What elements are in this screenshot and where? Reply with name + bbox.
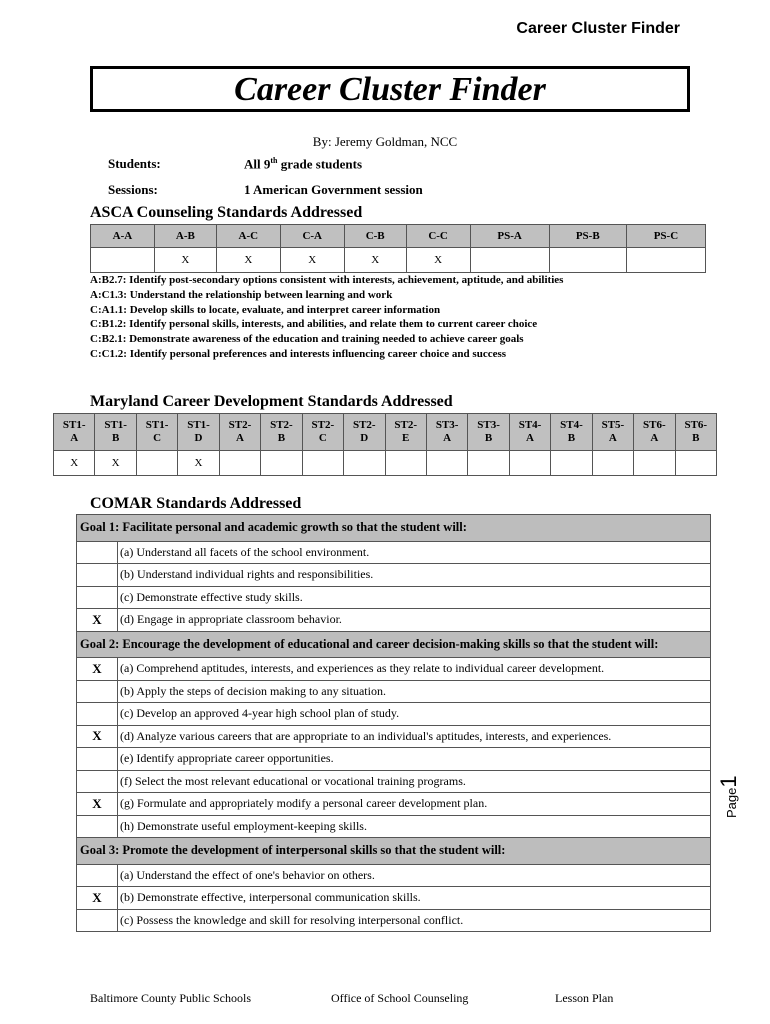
comar-item-text: (c) Demonstrate effective study skills. [118, 586, 711, 609]
maryland-mark-cell [261, 451, 302, 476]
comar-mark-cell: X [77, 725, 118, 748]
comar-item-text: (c) Develop an approved 4-year high school plan of study. [118, 703, 711, 726]
maryland-header-line2: B [692, 432, 700, 444]
comar-row [77, 586, 711, 609]
maryland-header-line2: B [567, 432, 576, 444]
comar-title: COMAR Standards Addressed [90, 495, 302, 512]
asca-header-cell: C-B [344, 225, 406, 248]
maryland-mark-cell [634, 451, 675, 476]
asca-mark-cell: X [154, 248, 216, 273]
asca-title: ASCA Counseling Standards Addressed [90, 204, 363, 221]
maryland-header-line2: A [443, 432, 452, 444]
comar-row [77, 564, 711, 587]
comar-row [77, 703, 711, 726]
maryland-header-cell [54, 414, 95, 451]
maryland-header-cell [136, 414, 177, 451]
comar-mark-cell [77, 864, 118, 887]
asca-header-cell: PS-B [549, 225, 626, 248]
comar-mark-cell [77, 703, 118, 726]
asca-header-cell: PS-A [470, 225, 549, 248]
maryland-header-line2: B [484, 432, 493, 444]
maryland-header-line1: ST4- [560, 419, 583, 431]
asca-standard-item: C:C1.2: Identify personal preferences and interests influencing career choice and success [90, 347, 507, 360]
maryland-header-line1: ST2- [228, 419, 252, 431]
maryland-mark-cell [426, 451, 467, 476]
maryland-mark-cell: X [95, 451, 136, 476]
maryland-header-line1: ST1- [104, 419, 127, 431]
maryland-header-line2: C [153, 432, 162, 444]
maryland-header-line1: ST1- [145, 419, 169, 431]
maryland-mark-cell [675, 451, 716, 476]
comar-goal-heading: Goal 1: Facilitate personal and academic growth so that the student will: [77, 515, 711, 542]
comar-mark-cell [77, 564, 118, 587]
maryland-header-line1: ST3- [477, 419, 500, 431]
maryland-header-line2: D [360, 432, 369, 444]
comar-mark-cell: X [77, 793, 118, 816]
asca-standard-item: C:B1.2: Identify personal skills, interests, and abilities, and relate them to current career choice [90, 318, 538, 331]
asca-mark-cell [470, 248, 549, 273]
asca-mark-cell [91, 248, 155, 273]
comar-item-text: (d) Engage in appropriate classroom behavior. [118, 609, 711, 632]
comar-row [77, 793, 711, 816]
asca-mark-cell: X [344, 248, 406, 273]
comar-row [77, 770, 711, 793]
maryland-header-line1: ST2- [394, 419, 418, 431]
comar-goal-heading: Goal 2: Encourage the development of educational and career decision-making skills so that the student will: [77, 631, 711, 658]
comar-item-text: (b) Apply the steps of decision making to any situation. [118, 680, 711, 703]
comar-item-text: (e) Identify appropriate career opportunities. [118, 748, 711, 771]
footer-left: Baltimore County Public Schools [90, 991, 251, 1005]
students-label: Students: [108, 156, 161, 171]
maryland-header-line1: ST2- [352, 419, 376, 431]
maryland-title: Maryland Career Development Standards Addressed [90, 393, 453, 410]
maryland-header-cell [178, 414, 219, 451]
comar-mark-cell [77, 680, 118, 703]
maryland-mark-cell [592, 451, 633, 476]
maryland-header-cell [426, 414, 467, 451]
comar-mark-cell [77, 748, 118, 771]
asca-mark-cell: X [406, 248, 470, 273]
comar-row [77, 609, 711, 632]
maryland-header-line2: B [111, 432, 120, 444]
maryland-header-line1: ST5- [601, 419, 625, 431]
maryland-header-line2: C [318, 432, 327, 444]
students-value: All 9th grade students [244, 156, 363, 172]
maryland-header-line2: E [402, 432, 410, 444]
maryland-header-cell [344, 414, 385, 451]
comar-item-text: (b) Understand individual rights and responsibilities. [118, 564, 711, 587]
asca-mark-cell: X [280, 248, 344, 273]
comar-item-text: (f) Select the most relevant educational or vocational training programs. [118, 770, 711, 793]
asca-header-cell: A-B [154, 225, 216, 248]
comar-row [77, 658, 711, 681]
comar-row [77, 541, 711, 564]
comar-mark-cell [77, 770, 118, 793]
maryland-header-cell [219, 414, 260, 451]
comar-item-text: (a) Understand the effect of one's behavior on others. [118, 864, 711, 887]
maryland-mark-cell [136, 451, 177, 476]
asca-mark-cell [626, 248, 705, 273]
asca-header-cell: A-C [216, 225, 280, 248]
maryland-header-cell [592, 414, 633, 451]
comar-mark-cell [77, 909, 118, 932]
footer-right: Lesson Plan [555, 991, 614, 1005]
asca-standard-item: A:B2.7: Identify post-secondary options consistent with interests, achievement, aptitude, and abilities [90, 274, 564, 286]
maryland-mark-cell: X [178, 451, 219, 476]
comar-table [76, 514, 711, 932]
comar-item-text: (c) Possess the knowledge and skill for resolving interpersonal conflict. [118, 909, 711, 932]
maryland-header-line2: A [70, 432, 79, 444]
asca-standard-item: C:B2.1: Demonstrate awareness of the education and training needed to achieve career goals [90, 333, 524, 346]
maryland-header-line2: D [194, 432, 203, 444]
asca-mark-cell [549, 248, 626, 273]
maryland-header-line1: ST2- [311, 419, 335, 431]
maryland-header-cell [95, 414, 136, 451]
page-number-label: Page1 [716, 775, 741, 818]
comar-item-text: (b) Demonstrate effective, interpersonal communication skills. [118, 887, 711, 910]
comar-mark-cell [77, 586, 118, 609]
maryland-header-line1: ST3- [435, 419, 459, 431]
maryland-header-cell [468, 414, 509, 451]
maryland-mark-cell [344, 451, 385, 476]
asca-standards-list [90, 273, 563, 362]
maryland-header-cell [634, 414, 675, 451]
comar-row [77, 680, 711, 703]
maryland-mark-cell [468, 451, 509, 476]
comar-mark-cell [77, 541, 118, 564]
maryland-header-cell [261, 414, 302, 451]
asca-header-cell: PS-C [626, 225, 705, 248]
maryland-header-line2: A [526, 432, 534, 444]
comar-item-text: (h) Demonstrate useful employment-keeping skills. [118, 815, 711, 838]
maryland-header-line2: A [235, 432, 244, 444]
sessions-value: 1 American Government session [244, 182, 423, 197]
maryland-table [53, 413, 717, 476]
footer-center: Office of School Counseling [331, 991, 469, 1005]
comar-mark-cell: X [77, 887, 118, 910]
asca-standard-item: C:A1.1: Develop skills to locate, evaluate, and interpret career information [90, 303, 441, 316]
maryland-header-line1: ST6- [643, 419, 666, 431]
comar-mark-cell [77, 815, 118, 838]
comar-row [77, 748, 711, 771]
header-title: Career Cluster Finder [516, 20, 680, 37]
asca-mark-cell: X [216, 248, 280, 273]
maryland-mark-cell: X [54, 451, 95, 476]
maryland-header-line1: ST2- [270, 419, 293, 431]
asca-table [90, 224, 706, 273]
comar-item-text: (g) Formulate and appropriately modify a personal career development plan. [118, 793, 711, 816]
comar-item-text: (d) Analyze various careers that are appropriate to an individual's aptitudes, interests, and experiences. [118, 725, 711, 748]
comar-row [77, 887, 711, 910]
comar-item-text: (a) Understand all facets of the school environment. [118, 541, 711, 564]
asca-header-cell: C-C [406, 225, 470, 248]
byline: By: Jeremy Goldman, NCC [312, 134, 458, 149]
maryland-header-line1: ST6- [684, 419, 708, 431]
comar-row [77, 815, 711, 838]
comar-mark-cell: X [77, 658, 118, 681]
maryland-header-line2: B [277, 432, 286, 444]
maryland-mark-cell [385, 451, 426, 476]
maryland-header-cell [385, 414, 426, 451]
maryland-header-line2: A [650, 432, 659, 444]
maryland-header-line1: ST1- [187, 419, 210, 431]
document-title: Career Cluster Finder [90, 66, 690, 112]
asca-header-cell: C-A [280, 225, 344, 248]
maryland-header-cell [302, 414, 343, 451]
maryland-header-cell [509, 414, 550, 451]
maryland-mark-cell [302, 451, 343, 476]
comar-goal-heading: Goal 3: Promote the development of interpersonal skills so that the student will: [77, 838, 711, 865]
comar-row [77, 725, 711, 748]
maryland-header-line2: A [608, 432, 617, 444]
asca-standard-item: A:C1.3: Understand the relationship between learning and work [90, 288, 393, 301]
maryland-header-cell [675, 414, 716, 451]
maryland-mark-cell [509, 451, 550, 476]
comar-row [77, 864, 711, 887]
maryland-header-line1: ST1- [62, 419, 86, 431]
maryland-header-cell [551, 414, 592, 451]
asca-header-cell: A-A [91, 225, 155, 248]
comar-item-text: (a) Comprehend aptitudes, interests, and experiences as they relate to individual career development. [118, 658, 711, 681]
sessions-label: Sessions: [108, 182, 158, 197]
comar-mark-cell: X [77, 609, 118, 632]
maryland-mark-cell [219, 451, 260, 476]
maryland-mark-cell [551, 451, 592, 476]
maryland-header-line1: ST4- [518, 419, 542, 431]
comar-row [77, 909, 711, 932]
